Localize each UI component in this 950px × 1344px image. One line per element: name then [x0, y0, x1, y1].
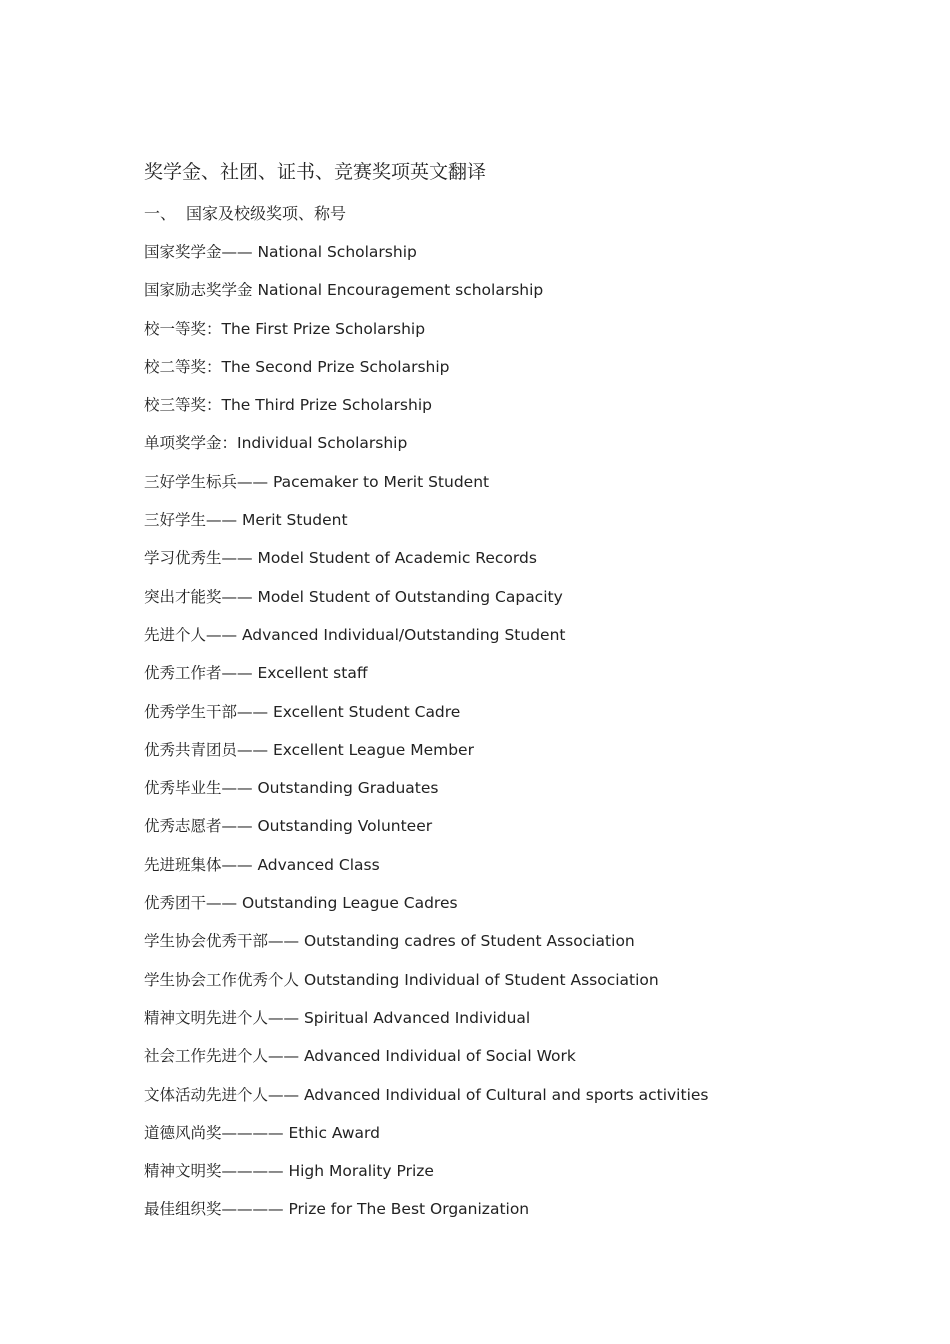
- award-entry: [144, 355, 864, 393]
- award-chinese-name: 三好学生——: [144, 511, 238, 530]
- award-chinese-name: 精神文明奖————: [144, 1162, 284, 1181]
- award-entry: [144, 1197, 864, 1235]
- award-english-name: Ethic Award: [283, 1123, 380, 1142]
- document-title: 奖学金、社团、证书、竞赛奖项英文翻译: [144, 161, 487, 183]
- award-chinese-name: 国家励志奖学金: [144, 281, 253, 300]
- award-chinese-name: 优秀共青团员——: [144, 740, 269, 759]
- award-entry: [144, 393, 864, 431]
- award-english-name: Pacemaker to Merit Student: [268, 472, 490, 491]
- award-english-name: Advanced Individual of Cultural and sports activities: [299, 1085, 709, 1104]
- award-english-name: Model Student of Outstanding Capacity: [252, 587, 563, 606]
- section-heading-text: 国家及校级奖项、称号: [186, 204, 347, 223]
- award-english-name: Advanced Individual of Social Work: [299, 1047, 576, 1066]
- award-entry: [144, 546, 864, 584]
- award-entry: [144, 240, 864, 278]
- award-english-name: Outstanding Graduates: [252, 779, 439, 798]
- award-english-name: Excellent League Member: [268, 740, 474, 759]
- award-entry: [144, 814, 864, 852]
- award-english-name: National Scholarship: [252, 243, 417, 261]
- award-entry: [144, 623, 864, 661]
- award-english-name: Excellent staff: [252, 664, 368, 683]
- award-entry: [144, 968, 864, 1006]
- section-number: 一、: [144, 204, 177, 223]
- award-entry: [144, 317, 864, 355]
- award-chinese-name: 国家奖学金——: [144, 243, 253, 261]
- award-chinese-name: 优秀毕业生——: [144, 779, 253, 798]
- award-chinese-name: 先进个人——: [144, 625, 238, 644]
- award-english-name: National Encouragement scholarship: [252, 281, 544, 300]
- award-english-name: Prize for The Best Organization: [283, 1200, 530, 1219]
- award-entry: [144, 431, 864, 469]
- award-chinese-name: 优秀团干——: [144, 894, 238, 913]
- award-english-name: Model Student of Academic Records: [252, 549, 537, 568]
- award-entry: [144, 508, 864, 546]
- award-english-name: High Morality Prize: [283, 1162, 434, 1181]
- document-content: [144, 155, 864, 1236]
- award-chinese-name: 社会工作先进个人——: [144, 1047, 300, 1066]
- award-entry: [144, 891, 864, 929]
- award-chinese-name: 最佳组织奖————: [144, 1200, 284, 1219]
- award-chinese-name: 校三等奖：: [144, 396, 222, 415]
- award-chinese-name: 突出才能奖——: [144, 587, 253, 606]
- award-chinese-name: 校二等奖：: [144, 357, 222, 376]
- award-list: [144, 240, 864, 1236]
- award-english-name: Outstanding cadres of Student Association: [299, 932, 635, 951]
- award-entry: [144, 278, 864, 316]
- award-entry: [144, 1044, 864, 1082]
- award-english-name: Excellent Student Cadre: [268, 702, 461, 721]
- award-english-name: Advanced Individual/Outstanding Student: [237, 625, 566, 644]
- award-chinese-name: 优秀志愿者——: [144, 817, 253, 836]
- award-chinese-name: 优秀工作者——: [144, 664, 253, 683]
- award-chinese-name: 优秀学生干部——: [144, 702, 269, 721]
- award-chinese-name: 三好学生标兵——: [144, 472, 269, 491]
- award-chinese-name: 文体活动先进个人——: [144, 1085, 300, 1104]
- award-english-name: Individual Scholarship: [237, 434, 408, 453]
- award-entry: [144, 929, 864, 967]
- award-entry: [144, 700, 864, 738]
- award-english-name: Outstanding Individual of Student Association: [299, 970, 659, 989]
- award-chinese-name: 学习优秀生——: [144, 549, 253, 568]
- award-english-name: The Second Prize Scholarship: [221, 357, 450, 376]
- award-entry: [144, 1121, 864, 1159]
- award-english-name: Spiritual Advanced Individual: [299, 1008, 531, 1027]
- award-chinese-name: 学生协会优秀干部——: [144, 932, 300, 951]
- award-entry: [144, 776, 864, 814]
- award-english-name: The First Prize Scholarship: [221, 319, 426, 338]
- award-chinese-name: 学生协会工作优秀个人: [144, 970, 300, 989]
- award-entry: [144, 738, 864, 776]
- award-english-name: The Third Prize Scholarship: [221, 396, 432, 415]
- award-entry: [144, 853, 864, 891]
- award-chinese-name: 道德风尚奖————: [144, 1123, 284, 1142]
- award-entry: [144, 1083, 864, 1121]
- award-english-name: Outstanding Volunteer: [252, 817, 433, 836]
- award-chinese-name: 校一等奖：: [144, 319, 222, 338]
- award-chinese-name: 先进班集体——: [144, 855, 253, 874]
- award-entry: [144, 1006, 864, 1044]
- award-english-name: Advanced Class: [252, 855, 380, 874]
- award-entry: [144, 661, 864, 699]
- award-chinese-name: 精神文明先进个人——: [144, 1008, 300, 1027]
- award-english-name: Merit Student: [237, 511, 348, 530]
- award-entry: [144, 470, 864, 508]
- section-heading: [144, 202, 864, 226]
- award-english-name: Outstanding League Cadres: [237, 894, 458, 913]
- award-entry: [144, 1159, 864, 1197]
- award-chinese-name: 单项奖学金：: [144, 434, 238, 453]
- award-entry: [144, 585, 864, 623]
